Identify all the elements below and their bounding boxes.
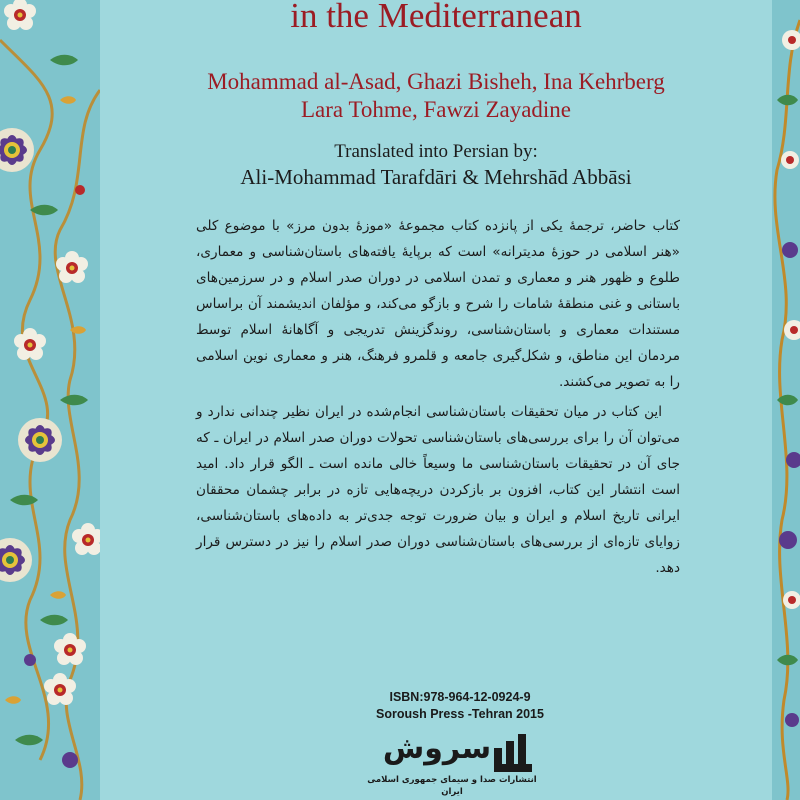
logo-wordmark: سروش xyxy=(382,731,492,766)
translators: Ali-Mohammad Tarafdāri & Mehrshād Abbāsi xyxy=(240,165,632,189)
description-paragraph: این کتاب در میان تحقیقات باستان‌شناسی انجام‌شده در ایران نظیر چندانی ندارد و می‌توان آن را برای بررسی‌های باستان‌شناسی تحولات دوران صدر اسلام در ایران ـ که جای آن در تحقیقات باستان‌شناسی ما وسیعاً خالی مانده است ـ الگو قرار داد. امید است انتشار این کتاب، افزون بر بازکردن دریچه‌هایی تازه در برابر چشمان محققان ایرانی تاریخ اسلام و ایران و بیان ضرورت توجه جدی‌تر به داده‌های باستان‌شناسی، زوایای تازه‌ای از بررسی‌های باستان‌شناسی دوران صدر اسلام را نیز در دسترس قرار دهد. xyxy=(196,404,680,576)
authors-line: Lara Tohme, Fawzi Zayadine xyxy=(300,97,572,122)
translated-by-label: Translated into Persian by: xyxy=(334,141,538,162)
left-tile-border xyxy=(0,0,100,800)
authors-line: Mohammad al-Asad, Ghazi Bisheh, Ina Kehrberg xyxy=(207,69,665,94)
logo-subtitle: انتشارات صدا و سیمای جمهوری اسلامی ایران xyxy=(367,775,537,797)
floral-tile-pattern-icon xyxy=(772,0,800,800)
description-paragraph: کتاب حاضر، ترجمهٔ یکی از پانزده کتاب مجموعهٔ «موزهٔ بدون مرز» با موضوع کلی «هنر اسلامی در حوزهٔ مدیترانه» است که برپایهٔ یافته‌های باستان‌شناسی و معماری، طلوع و ظهور هنر و معماری و تمدن اسلامی در دوران صدر اسلام و در سرزمین‌های باستانی و غنی منطقهٔ شامات را شرح و بازگو می‌کند، و مؤلفان اندیشمند آن براساس مستندات معماری و باستان‌شناسی، روندگزینش تدریجی و آگاهانهٔ اسلام توسط مردمان این مناطق، و شکل‌گیری جامعه و قلمرو فرهنگ، هنر و معماری نوین اسلامی را به تصویر می‌کشند. xyxy=(196,218,680,390)
persian-description xyxy=(196,213,680,581)
publisher-logo xyxy=(362,728,552,797)
right-tile-border xyxy=(772,0,800,800)
publisher-imprint: Soroush Press -Tehran 2015 xyxy=(376,707,544,721)
isbn: ISBN:978-964-12-0924-9 xyxy=(389,690,531,704)
book-title: in the Mediterranean xyxy=(290,0,582,35)
floral-tile-pattern-icon xyxy=(0,0,100,800)
back-cover-panel xyxy=(100,0,772,800)
authors xyxy=(100,68,772,124)
soroush-logo-icon xyxy=(494,734,532,772)
